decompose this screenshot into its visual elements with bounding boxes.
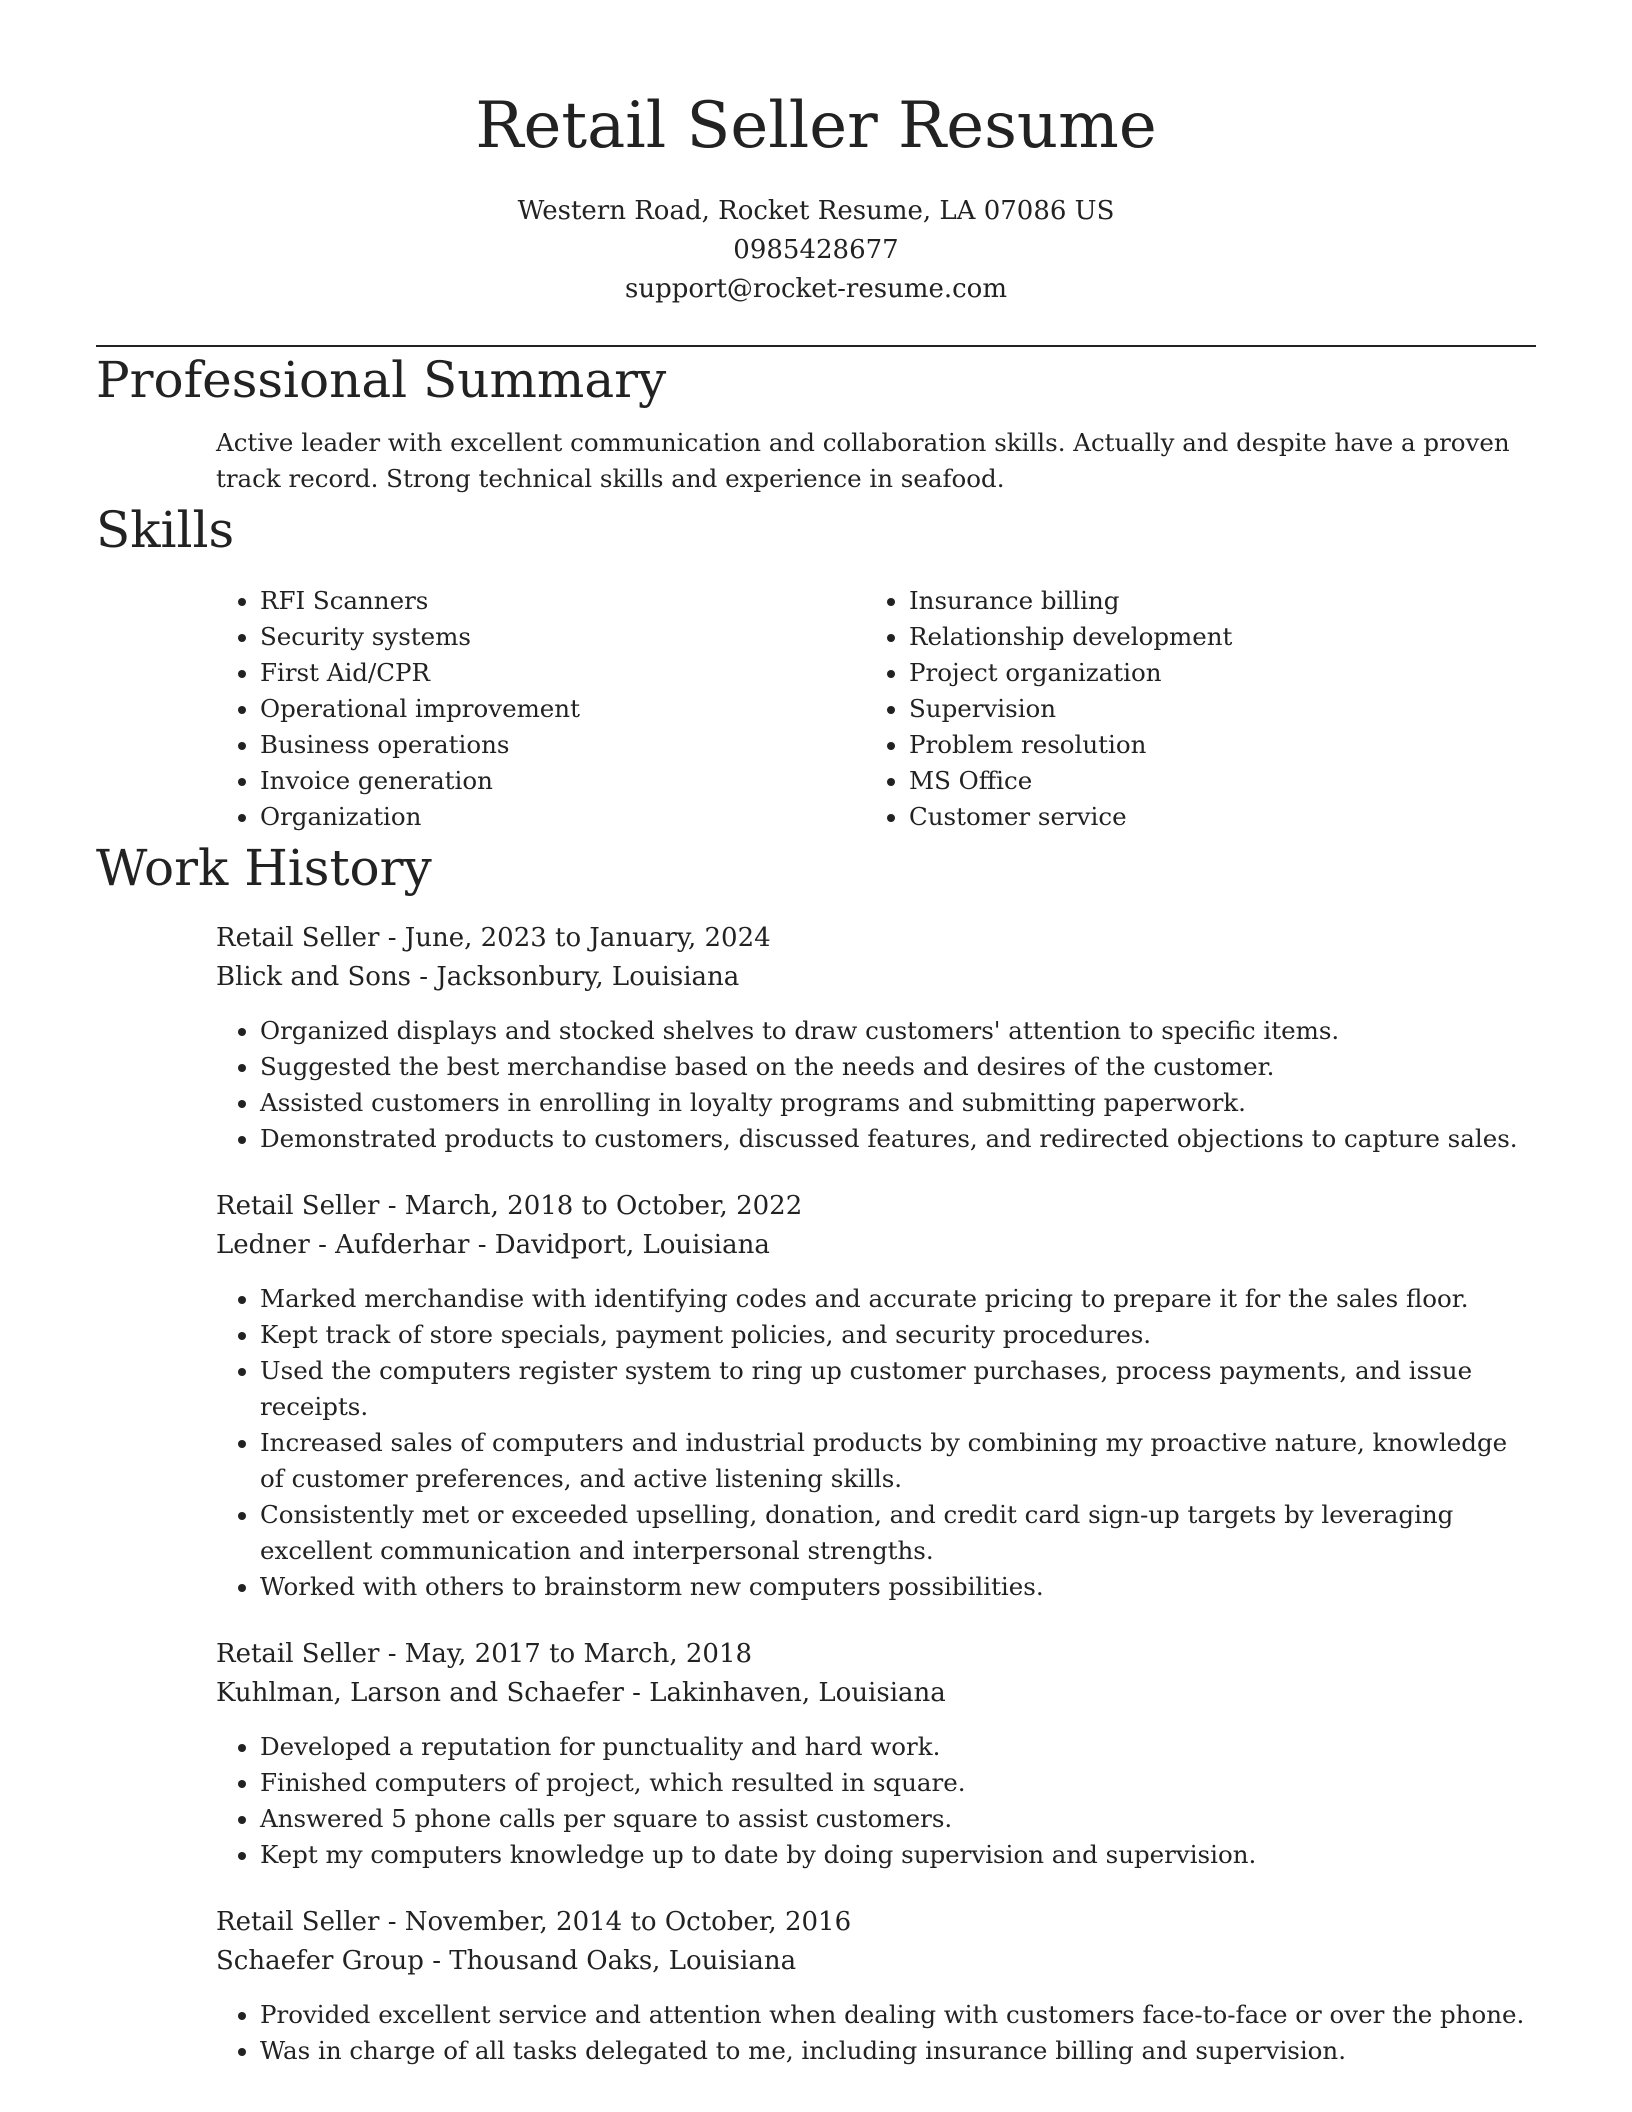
skills-list	[216, 583, 1536, 835]
job-bullets	[216, 1013, 1536, 1157]
skill-item: • Problem resolution	[909, 727, 1514, 763]
job-bullet: • Suggested the best merchandise based on the needs and desires of the customer.	[260, 1049, 1536, 1085]
job-bullets	[216, 1997, 1536, 2069]
summary-text: Active leader with excellent communication and collaboration skills. Actually and despite have a proven track record. Strong technical skills and experience in seafood.	[216, 428, 1510, 493]
skill-item: • RFI Scanners	[260, 583, 865, 619]
job-bullet: • Used the computers register system to ring up customer purchases, process payments, and issue receipts.	[260, 1353, 1536, 1425]
job-role-line: Retail Seller - November, 2014 to October, 2016	[216, 1907, 852, 1937]
address: Western Road, Rocket Resume, LA 07086 US	[517, 196, 1115, 226]
job-role-line: Retail Seller - March, 2018 to October, 2022	[216, 1191, 803, 1221]
job-company: Kuhlman, Larson and Schaefer	[216, 1678, 624, 1708]
skill-item: • Invoice generation	[260, 763, 865, 799]
skills-column-right	[865, 583, 1514, 835]
job-dates: November, 2014 to October, 2016	[404, 1907, 852, 1937]
skills-column-left	[216, 583, 865, 835]
job-dates: June, 2023 to January, 2024	[404, 923, 771, 953]
skill-item: • Security systems	[260, 619, 865, 655]
job-bullet: • Worked with others to brainstorm new computers possibilities.	[260, 1569, 1536, 1605]
job-bullet: • Answered 5 phone calls per square to assist customers.	[260, 1801, 1536, 1837]
resume-header	[96, 0, 1536, 309]
job-location: Thousand Oaks, Louisiana	[449, 1946, 797, 1976]
job-role: Retail Seller	[216, 1191, 380, 1221]
job-bullet: • Was in charge of all tasks delegated to me, including insurance billing and supervision.	[260, 2033, 1536, 2069]
skill-item: • Operational improvement	[260, 691, 865, 727]
job-bullet: • Kept track of store specials, payment policies, and security procedures.	[260, 1317, 1536, 1353]
job-company-line: Schaefer Group - Thousand Oaks, Louisiana	[216, 1946, 797, 1976]
job-bullet: • Consistently met or exceeded upselling, donation, and credit card sign-up targets by leveraging excellent communication and interpersonal strengths.	[260, 1497, 1536, 1569]
job-company-line: Blick and Sons - Jacksonbury, Louisiana	[216, 962, 740, 992]
job-role-line: Retail Seller - May, 2017 to March, 2018	[216, 1639, 753, 1669]
job-company: Blick and Sons	[216, 962, 412, 992]
resume-title: Retail Seller Resume	[475, 89, 1157, 163]
job-company-line: Ledner - Aufderhar - Davidport, Louisiana	[216, 1230, 770, 1260]
job-bullet: • Provided excellent service and attention when dealing with customers face-to-face or over the phone.	[260, 1997, 1536, 2033]
job-role: Retail Seller	[216, 923, 380, 953]
job-location: Jacksonbury, Louisiana	[436, 962, 740, 992]
skill-item: • Insurance billing	[909, 583, 1514, 619]
resume-page	[96, 0, 1536, 2069]
job-bullets	[216, 1281, 1536, 1605]
job-bullets	[216, 1729, 1536, 1873]
skill-item: • Project organization	[909, 655, 1514, 691]
job-entry	[216, 1187, 1536, 1605]
job-entry	[216, 1635, 1536, 1873]
job-bullet: • Developed a reputation for punctuality and hard work.	[260, 1729, 1536, 1765]
work-history-heading: Work History	[96, 839, 432, 897]
job-entry	[216, 1903, 1536, 2069]
skill-item: • Business operations	[260, 727, 865, 763]
summary-heading: Professional Summary	[96, 351, 667, 409]
job-role: Retail Seller	[216, 1907, 380, 1937]
job-bullet: • Organized displays and stocked shelves to draw customers' attention to specific items.	[260, 1013, 1536, 1049]
skill-item: • Organization	[260, 799, 865, 835]
job-dates: May, 2017 to March, 2018	[404, 1639, 753, 1669]
skill-item: • Supervision	[909, 691, 1514, 727]
job-entry	[216, 919, 1536, 1157]
job-company: Schaefer Group	[216, 1946, 424, 1976]
job-bullet: • Assisted customers in enrolling in loyalty programs and submitting paperwork.	[260, 1085, 1536, 1121]
skill-item: • Customer service	[909, 799, 1514, 835]
job-bullet: • Finished computers of project, which resulted in square.	[260, 1765, 1536, 1801]
job-bullet: • Marked merchandise with identifying codes and accurate pricing to prepare it for the sales floor.	[260, 1281, 1536, 1317]
job-company-line: Kuhlman, Larson and Schaefer - Lakinhaven, Louisiana	[216, 1678, 946, 1708]
job-dates: March, 2018 to October, 2022	[404, 1191, 803, 1221]
job-location: Lakinhaven, Louisiana	[649, 1678, 946, 1708]
contact-info	[96, 192, 1536, 309]
job-role-line: Retail Seller - June, 2023 to January, 2024	[216, 923, 771, 953]
job-bullet: • Demonstrated products to customers, discussed features, and redirected objections to capture sales.	[260, 1121, 1536, 1157]
skill-item: • MS Office	[909, 763, 1514, 799]
skill-item: • First Aid/CPR	[260, 655, 865, 691]
email: support@rocket-resume.com	[624, 274, 1007, 304]
phone: 0985428677	[733, 235, 899, 265]
job-role: Retail Seller	[216, 1639, 380, 1669]
job-company: Ledner - Aufderhar	[216, 1230, 470, 1260]
skills-heading: Skills	[96, 501, 235, 559]
job-bullet: • Increased sales of computers and industrial products by combining my proactive nature, knowledge of customer preferences, and active listening skills.	[260, 1425, 1536, 1497]
job-bullet: • Kept my computers knowledge up to date by doing supervision and supervision.	[260, 1837, 1536, 1873]
skill-item: • Relationship development	[909, 619, 1514, 655]
job-location: Davidport, Louisiana	[494, 1230, 770, 1260]
